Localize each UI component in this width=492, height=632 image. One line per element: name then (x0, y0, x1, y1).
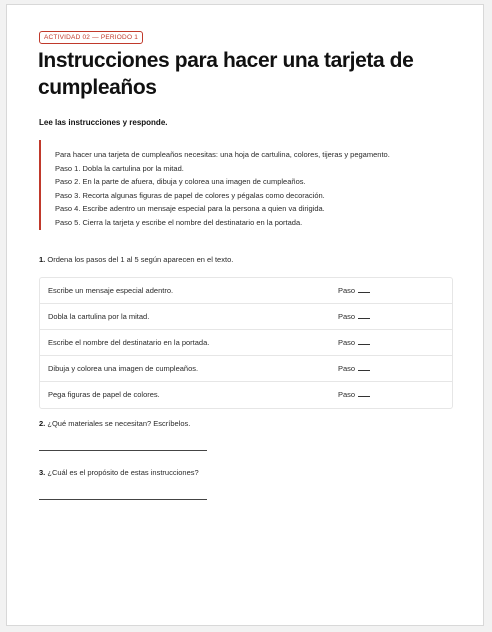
worksheet-page (6, 4, 484, 626)
paso-label: Paso (338, 338, 356, 347)
step-text: Escribe un mensaje especial adentro. (48, 286, 174, 295)
reading-passage (39, 140, 459, 230)
paso-blank[interactable] (358, 388, 370, 397)
paso-label: Paso (338, 312, 356, 321)
activity-badge: ACTIVIDAD 02 — PERIODO 1 (39, 31, 143, 44)
reading-line: Paso 2. En la parte de afuera, dibuja y colorea una imagen de cumpleaños. (55, 177, 306, 187)
question-text: ¿Cuál es el propósito de estas instrucciones? (47, 468, 199, 477)
paso-label: Paso (338, 364, 356, 373)
reading-line: Para hacer una tarjeta de cumpleaños necesitas: una hoja de cartulina, colores, tijeras y pegamento. (55, 150, 390, 159)
paso-blank[interactable] (358, 284, 370, 293)
paso-blank[interactable] (358, 362, 370, 371)
question-number: 1. (39, 255, 46, 264)
page-title: Instrucciones para hacer una tarjeta de cumpleaños (38, 49, 414, 99)
paso-label: Paso (338, 286, 356, 295)
answer-line-2[interactable] (39, 450, 207, 451)
reading-line: Paso 4. Escribe adentro un mensaje especial para la persona a quien va dirigida. (55, 204, 325, 214)
paso-answer[interactable] (338, 330, 370, 355)
ordering-table (39, 277, 453, 409)
question-text: Ordena los pasos del 1 al 5 según aparecen en el texto. (47, 255, 234, 264)
paso-answer[interactable] (338, 382, 370, 407)
question-text: ¿Qué materiales se necesitan? Escríbelos. (47, 419, 191, 428)
paso-answer[interactable] (338, 304, 370, 329)
answer-line-3[interactable] (39, 499, 207, 500)
paso-answer[interactable] (338, 278, 370, 303)
reading-line: Paso 3. Recorta algunas figuras de papel de colores y pégalas como decoración. (55, 190, 325, 200)
table-row (40, 304, 452, 330)
table-row (40, 330, 452, 356)
instructions-lead: Lee las instrucciones y responde. (39, 118, 168, 127)
reading-line: Paso 1. Dobla la cartulina por la mitad. (55, 163, 184, 173)
table-row (40, 278, 452, 304)
table-row (40, 382, 452, 408)
table-row (40, 356, 452, 382)
step-text: Pega figuras de papel de colores. (48, 390, 160, 399)
question-3 (39, 468, 199, 477)
question-2 (39, 419, 190, 428)
paso-blank[interactable] (358, 310, 370, 319)
step-text: Escribe el nombre del destinatario en la portada. (48, 338, 210, 347)
question-number: 3. (39, 468, 46, 477)
step-text: Dobla la cartulina por la mitad. (48, 312, 150, 321)
paso-answer[interactable] (338, 356, 370, 381)
question-1 (39, 255, 233, 264)
paso-label: Paso (338, 390, 356, 399)
step-text: Dibuja y colorea una imagen de cumpleaños. (48, 364, 199, 373)
reading-line: Paso 5. Cierra la tarjeta y escribe el nombre del destinatario en la portada. (55, 217, 303, 227)
paso-blank[interactable] (358, 336, 370, 345)
question-number: 2. (39, 419, 46, 428)
